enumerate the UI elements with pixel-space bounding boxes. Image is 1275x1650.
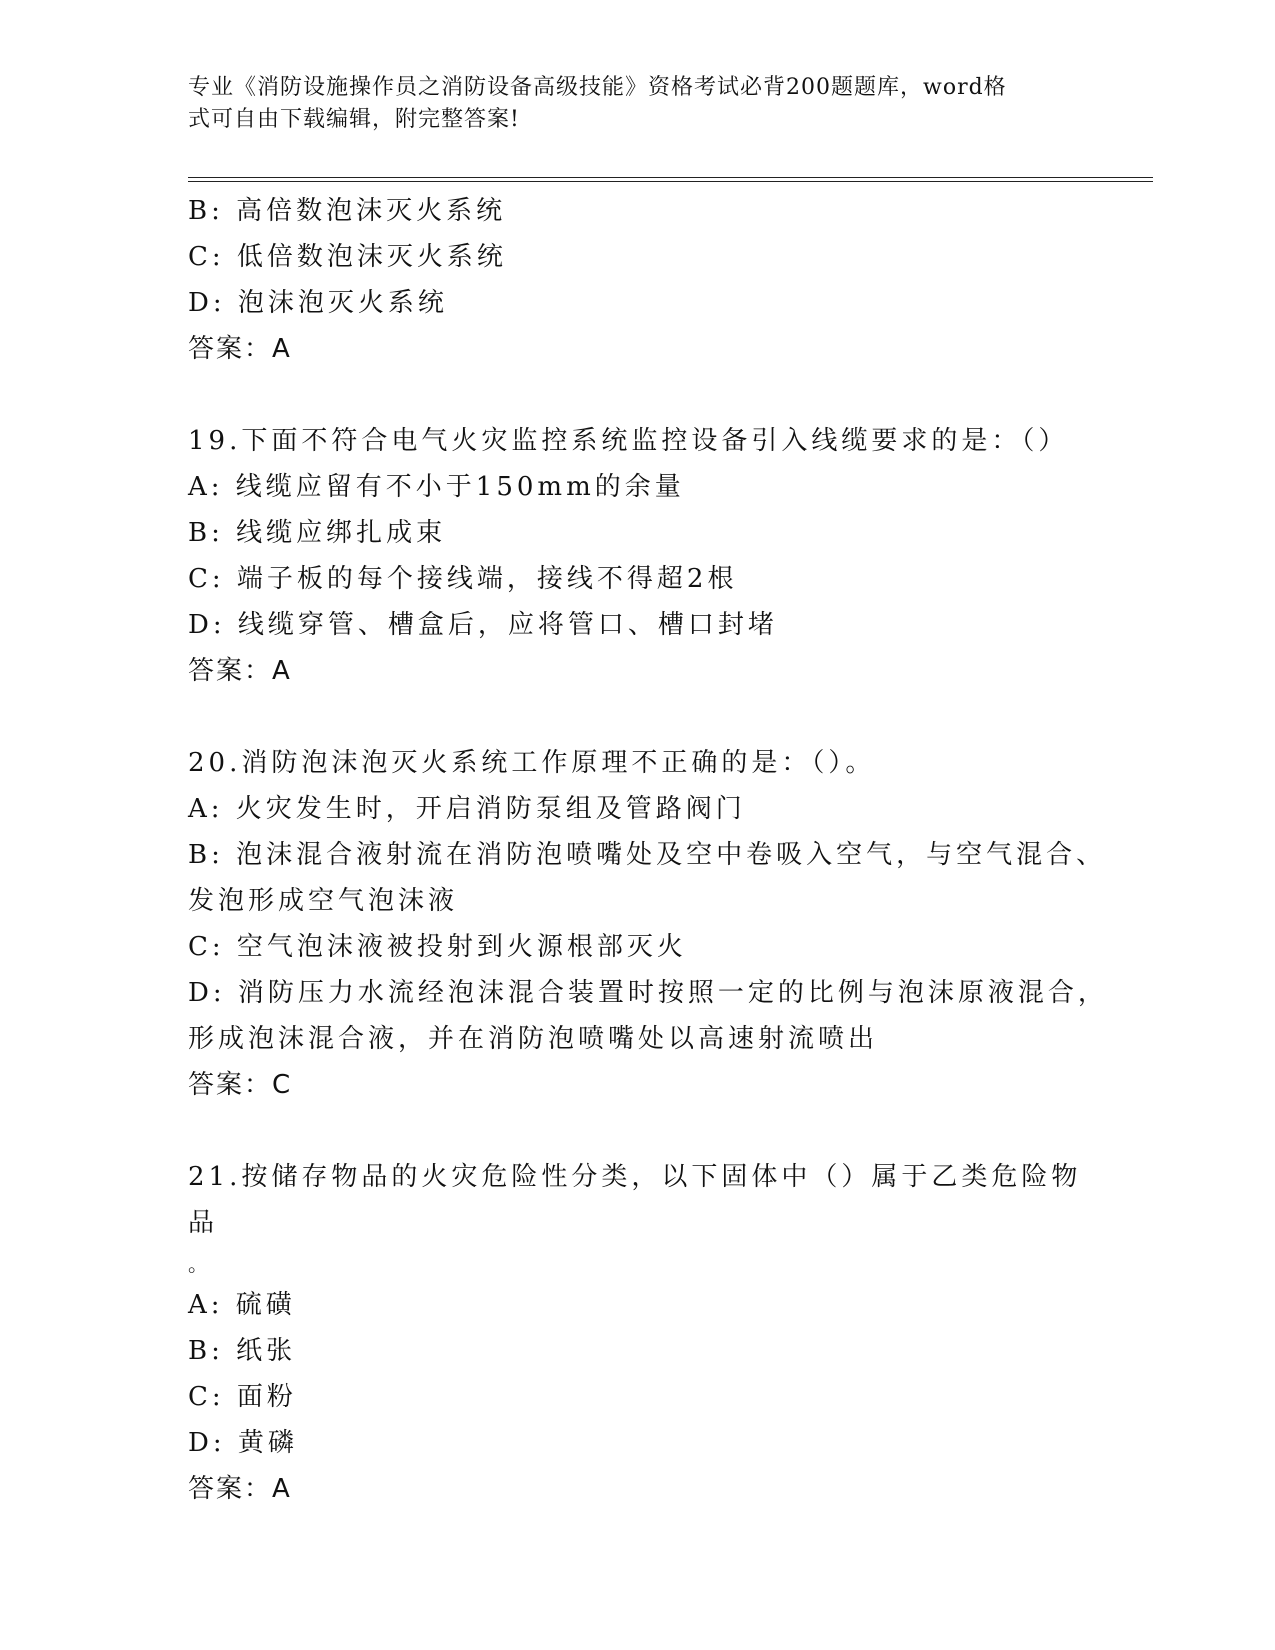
document-header [188, 72, 1078, 136]
q21-title: 21.按储存物品的火灾危险性分类，以下固体中（）属于乙类危险物品 [188, 1162, 1082, 1238]
q21-option-b: B: 纸张 [188, 1336, 297, 1366]
q19-option-d: D: 线缆穿管、槽盒后，应将管口、槽口封堵 [188, 610, 778, 640]
q20-option-c: C: 空气泡沫液被投射到火源根部灭火 [188, 932, 687, 962]
q21-option-c: C: 面粉 [188, 1382, 297, 1412]
spacer [188, 1108, 1088, 1154]
q20-option-d-line-2: 形成泡沫混合液，并在消防泡喷嘴处以高速射流喷出 [188, 1024, 879, 1054]
q18-option-d: D: 泡沫泡灭火系统 [188, 288, 448, 318]
question-21 [188, 1154, 1088, 1512]
q20-answer: 答案：C [188, 1070, 293, 1100]
q21-option-a: A: 硫磺 [188, 1290, 296, 1320]
header-rule-top [188, 177, 1153, 178]
header-line-2: 式可自由下载编辑，附完整答案! [188, 107, 520, 132]
header-rule-bottom [188, 181, 1153, 182]
question-19 [188, 418, 1088, 694]
q20-option-b-line-2: 发泡形成空气泡沫液 [188, 886, 459, 916]
q21-option-d: D: 黄磷 [188, 1428, 298, 1458]
q21-answer: 答案：A [188, 1474, 292, 1504]
q18-answer: 答案：A [188, 334, 292, 364]
spacer [188, 694, 1088, 740]
q18-option-b: B: 高倍数泡沫灭火系统 [188, 196, 507, 226]
question-list [188, 188, 1108, 1512]
spacer [188, 372, 1088, 418]
q18-option-c: C: 低倍数泡沫灭火系统 [188, 242, 507, 272]
q20-option-d-line-1: D: 消防压力水流经泡沫混合装置时按照一定的比例与泡沫原液混合， [188, 978, 1108, 1008]
question-20 [188, 740, 1108, 1108]
header-line-1: 专业《消防设施操作员之消防设备高级技能》资格考试必背200题题库，word格 [188, 75, 1007, 100]
q19-title: 19.下面不符合电气火灾监控系统监控设备引入线缆要求的是：（） [188, 426, 1069, 456]
q19-option-b: B: 线缆应绑扎成束 [188, 518, 447, 548]
q20-option-a: A: 火灾发生时，开启消防泵组及管路阀门 [188, 794, 746, 824]
q21-title-tail: 。 [188, 1252, 212, 1276]
q20-title: 20.消防泡沫泡灭火系统工作原理不正确的是：（）。 [188, 748, 876, 778]
question-18 [188, 188, 1088, 372]
q19-option-c: C: 端子板的每个接线端，接线不得超2根 [188, 564, 738, 594]
q20-option-b-line-1: B: 泡沫混合液射流在消防泡喷嘴处及空中卷吸入空气，与空气混合、 [188, 840, 1107, 870]
q19-option-a: A: 线缆应留有不小于150mm的余量 [188, 472, 685, 502]
q19-answer: 答案：A [188, 656, 292, 686]
